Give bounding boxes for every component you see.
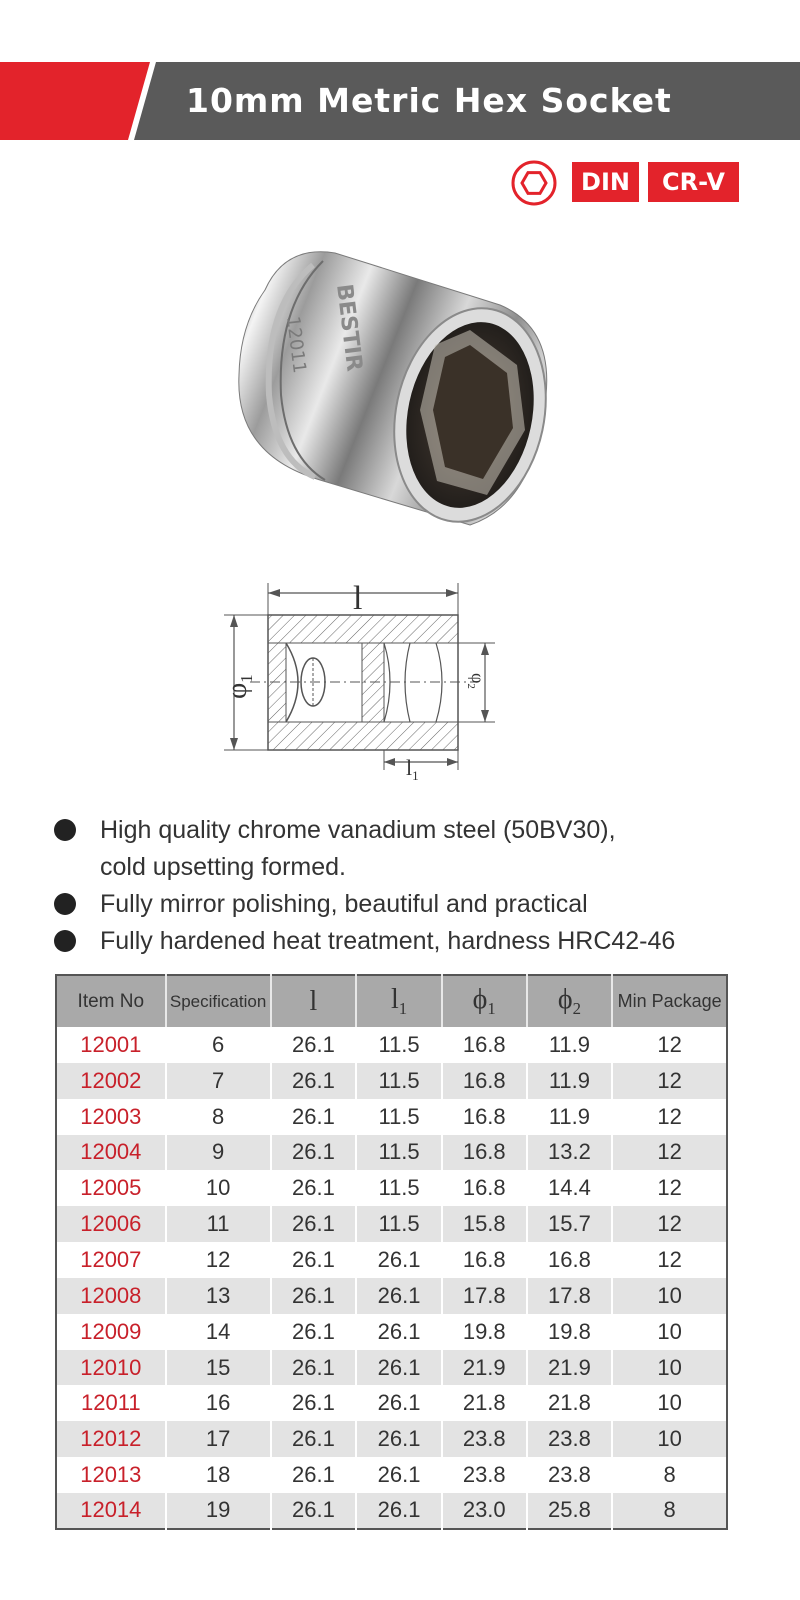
cell-phi2: 25.8 bbox=[527, 1493, 613, 1529]
table-row bbox=[56, 1099, 727, 1135]
cell-phi1: 21.8 bbox=[442, 1385, 527, 1421]
cell-l: 26.1 bbox=[271, 1135, 357, 1171]
cell-item-no: 12011 bbox=[56, 1385, 166, 1421]
cell-l: 26.1 bbox=[271, 1350, 357, 1386]
cell-l1: 26.1 bbox=[356, 1242, 442, 1278]
cell-l1: 26.1 bbox=[356, 1457, 442, 1493]
cell-l: 26.1 bbox=[271, 1206, 357, 1242]
header-phi1: $\phi_1$ bbox=[442, 975, 527, 1027]
cell-phi2: 19.8 bbox=[527, 1314, 613, 1350]
header-l: l bbox=[271, 975, 357, 1027]
cell-phi2: 14.4 bbox=[527, 1170, 613, 1206]
cell-l: 26.1 bbox=[271, 1457, 357, 1493]
cell-min-package: 10 bbox=[612, 1421, 727, 1457]
cell-l: 26.1 bbox=[271, 1063, 357, 1099]
cell-phi1: 16.8 bbox=[442, 1099, 527, 1135]
cell-l: 26.1 bbox=[271, 1099, 357, 1135]
feature-item bbox=[50, 812, 770, 886]
header-min-package: Min Package bbox=[612, 975, 727, 1027]
cell-phi1: 17.8 bbox=[442, 1278, 527, 1314]
crv-badge: CR-V bbox=[648, 162, 739, 202]
badges bbox=[510, 160, 750, 206]
cell-l: 26.1 bbox=[271, 1421, 357, 1457]
header-phi2: $\phi_2$ bbox=[527, 975, 613, 1027]
cell-specification: 18 bbox=[166, 1457, 271, 1493]
cell-item-no: 12002 bbox=[56, 1063, 166, 1099]
diameter2-label: $\varphi_2$ bbox=[465, 673, 488, 689]
cell-min-package: 10 bbox=[612, 1278, 727, 1314]
cell-min-package: 10 bbox=[612, 1314, 727, 1350]
length-label: l bbox=[353, 580, 363, 617]
cell-item-no: 12003 bbox=[56, 1099, 166, 1135]
feature-item bbox=[50, 886, 770, 923]
cell-specification: 17 bbox=[166, 1421, 271, 1457]
cell-phi2: 21.8 bbox=[527, 1385, 613, 1421]
cell-specification: 7 bbox=[166, 1063, 271, 1099]
cell-l1: 11.5 bbox=[356, 1027, 442, 1063]
cell-l1: 26.1 bbox=[356, 1314, 442, 1350]
cell-item-no: 12001 bbox=[56, 1027, 166, 1063]
cell-l1: 11.5 bbox=[356, 1135, 442, 1171]
cell-phi2: 13.2 bbox=[527, 1135, 613, 1171]
cell-item-no: 12004 bbox=[56, 1135, 166, 1171]
cell-item-no: 12009 bbox=[56, 1314, 166, 1350]
cell-l1: 26.1 bbox=[356, 1493, 442, 1529]
cell-phi2: 15.7 bbox=[527, 1206, 613, 1242]
cell-specification: 12 bbox=[166, 1242, 271, 1278]
table-row bbox=[56, 1314, 727, 1350]
cell-min-package: 12 bbox=[612, 1099, 727, 1135]
socket-image bbox=[225, 245, 560, 540]
cell-l: 26.1 bbox=[271, 1314, 357, 1350]
cell-specification: 10 bbox=[166, 1170, 271, 1206]
feature-item bbox=[50, 923, 770, 960]
cell-min-package: 12 bbox=[612, 1170, 727, 1206]
banner-red-accent bbox=[0, 62, 150, 140]
cell-min-package: 10 bbox=[612, 1350, 727, 1386]
cell-item-no: 12008 bbox=[56, 1278, 166, 1314]
cell-l: 26.1 bbox=[271, 1493, 357, 1529]
table-row bbox=[56, 1170, 727, 1206]
cell-phi2: 11.9 bbox=[527, 1099, 613, 1135]
engraving-number: 12011 bbox=[282, 315, 310, 375]
table-row bbox=[56, 1457, 727, 1493]
cell-phi1: 16.8 bbox=[442, 1063, 527, 1099]
cell-l: 26.1 bbox=[271, 1170, 357, 1206]
bullet-icon bbox=[54, 819, 76, 841]
bullet-icon bbox=[54, 930, 76, 952]
cell-l: 26.1 bbox=[271, 1385, 357, 1421]
cell-specification: 13 bbox=[166, 1278, 271, 1314]
cell-phi1: 23.0 bbox=[442, 1493, 527, 1529]
table-row bbox=[56, 1206, 727, 1242]
cell-l: 26.1 bbox=[271, 1278, 357, 1314]
cell-min-package: 10 bbox=[612, 1385, 727, 1421]
cell-phi2: 11.9 bbox=[527, 1063, 613, 1099]
cell-item-no: 12013 bbox=[56, 1457, 166, 1493]
cell-l1: 26.1 bbox=[356, 1385, 442, 1421]
feature-text: cold upsetting formed. bbox=[100, 853, 346, 881]
hexagon-icon bbox=[510, 160, 560, 206]
cell-phi1: 23.8 bbox=[442, 1457, 527, 1493]
table-row bbox=[56, 1063, 727, 1099]
cell-phi1: 23.8 bbox=[442, 1421, 527, 1457]
cell-phi1: 16.8 bbox=[442, 1170, 527, 1206]
din-badge: DIN bbox=[572, 162, 639, 202]
cell-l: 26.1 bbox=[271, 1242, 357, 1278]
cell-l1: 11.5 bbox=[356, 1063, 442, 1099]
cell-specification: 8 bbox=[166, 1099, 271, 1135]
cell-phi1: 19.8 bbox=[442, 1314, 527, 1350]
diameter1-label: $\varphi_1$ bbox=[222, 674, 256, 699]
cell-phi1: 21.9 bbox=[442, 1350, 527, 1386]
cell-min-package: 12 bbox=[612, 1242, 727, 1278]
header-l1: $l_1$ bbox=[356, 975, 442, 1027]
table-row bbox=[56, 1027, 727, 1063]
table-row bbox=[56, 1350, 727, 1386]
cell-l1: 26.1 bbox=[356, 1278, 442, 1314]
header-specification: Specification bbox=[166, 975, 271, 1027]
cell-specification: 15 bbox=[166, 1350, 271, 1386]
header-item-no: Item No bbox=[56, 975, 166, 1027]
cell-phi2: 17.8 bbox=[527, 1278, 613, 1314]
cell-phi1: 15.8 bbox=[442, 1206, 527, 1242]
cell-specification: 16 bbox=[166, 1385, 271, 1421]
cell-phi2: 16.8 bbox=[527, 1242, 613, 1278]
table-header-row bbox=[56, 975, 727, 1027]
page-title: 10mm Metric Hex Socket bbox=[186, 81, 672, 120]
cell-item-no: 12010 bbox=[56, 1350, 166, 1386]
cell-item-no: 12005 bbox=[56, 1170, 166, 1206]
feature-text: Fully mirror polishing, beautiful and practical bbox=[100, 890, 588, 918]
table-row bbox=[56, 1493, 727, 1529]
cell-phi2: 23.8 bbox=[527, 1421, 613, 1457]
cell-l1: 11.5 bbox=[356, 1170, 442, 1206]
table-row bbox=[56, 1135, 727, 1171]
cell-specification: 14 bbox=[166, 1314, 271, 1350]
cell-phi2: 21.9 bbox=[527, 1350, 613, 1386]
cell-specification: 11 bbox=[166, 1206, 271, 1242]
cell-item-no: 12014 bbox=[56, 1493, 166, 1529]
cell-item-no: 12006 bbox=[56, 1206, 166, 1242]
table-row bbox=[56, 1385, 727, 1421]
feature-list bbox=[50, 812, 770, 960]
cell-min-package: 12 bbox=[612, 1063, 727, 1099]
cell-phi1: 16.8 bbox=[442, 1135, 527, 1171]
cell-specification: 9 bbox=[166, 1135, 271, 1171]
table-row bbox=[56, 1421, 727, 1457]
cell-min-package: 8 bbox=[612, 1493, 727, 1529]
table-row bbox=[56, 1278, 727, 1314]
cell-l1: 26.1 bbox=[356, 1421, 442, 1457]
inner-length-label: $l_1$ bbox=[406, 755, 419, 783]
cell-item-no: 12007 bbox=[56, 1242, 166, 1278]
table-row bbox=[56, 1242, 727, 1278]
cell-min-package: 8 bbox=[612, 1457, 727, 1493]
cell-phi1: 16.8 bbox=[442, 1027, 527, 1063]
cell-phi2: 11.9 bbox=[527, 1027, 613, 1063]
cell-l1: 11.5 bbox=[356, 1099, 442, 1135]
cell-min-package: 12 bbox=[612, 1027, 727, 1063]
dimension-drawing bbox=[210, 575, 510, 785]
technical-drawing bbox=[210, 575, 510, 785]
feature-text: High quality chrome vanadium steel (50BV30), bbox=[100, 816, 616, 844]
cell-l1: 26.1 bbox=[356, 1350, 442, 1386]
cell-l: 26.1 bbox=[271, 1027, 357, 1063]
cell-l1: 11.5 bbox=[356, 1206, 442, 1242]
cell-item-no: 12012 bbox=[56, 1421, 166, 1457]
table-body bbox=[56, 1027, 727, 1529]
bullet-icon bbox=[54, 893, 76, 915]
cell-min-package: 12 bbox=[612, 1135, 727, 1171]
cell-specification: 6 bbox=[166, 1027, 271, 1063]
feature-text: Fully hardened heat treatment, hardness HRC42-46 bbox=[100, 927, 676, 955]
product-photo bbox=[225, 245, 560, 540]
cell-phi2: 23.8 bbox=[527, 1457, 613, 1493]
header-banner bbox=[0, 62, 800, 140]
spec-table bbox=[55, 974, 728, 1530]
engraving-brand: BESTIR bbox=[331, 282, 367, 373]
cell-min-package: 12 bbox=[612, 1206, 727, 1242]
cell-phi1: 16.8 bbox=[442, 1242, 527, 1278]
cell-specification: 19 bbox=[166, 1493, 271, 1529]
